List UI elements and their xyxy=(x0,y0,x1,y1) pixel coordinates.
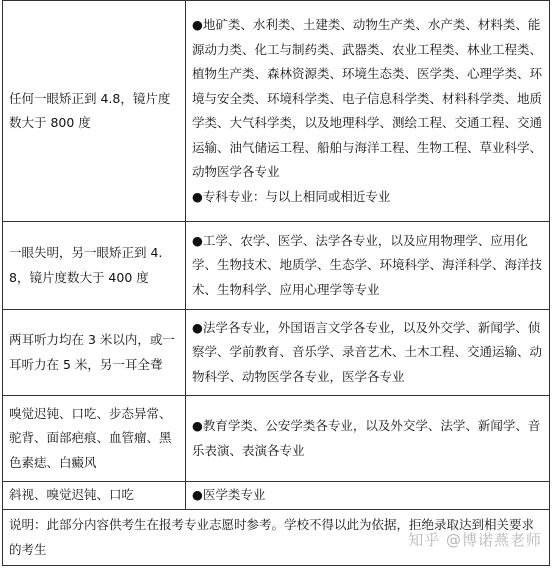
condition-cell: 斜视、嗅觉迟钝、口吃 xyxy=(3,482,186,510)
table-row xyxy=(3,310,550,396)
majors-text: ●教育学类、公安学类各专业，以及外交学、法学、新闻学、音乐表演、表演各专业 xyxy=(192,418,541,458)
majors-text: ●法学各专业，外国语言文学各专业，以及外交学、新闻学、侦察学、学前教育、音乐学、录音艺术、土木工程、交通运输、动物科学、动物医学各专业，医学各专业 xyxy=(192,319,543,384)
majors-text: ●工学、农学、医学、法学各专业，以及应用物理学、应用化学、生物技术、地质学、生态学、环境科学、海洋科学、海洋技术、生物科学、应用心理学等专业 xyxy=(192,232,543,297)
majors-text: ●医学类专业 xyxy=(192,487,266,503)
majors-cell xyxy=(186,396,550,482)
note-cell: 说明：此部分内容供考生在报考专业志愿时参考。学校不得以此为依据，拒绝录取达到相关要求的考生 xyxy=(3,510,550,566)
majors-text: ●专科专业：与以上相同或相近专业 xyxy=(192,188,391,204)
condition-cell: 一眼失明，另一眼矫正到 4.8，镜片度数大于 400 度 xyxy=(3,222,186,310)
watermark: 知乎 @博诺燕老师 xyxy=(408,531,542,549)
majors-cell xyxy=(186,1,550,222)
majors-text: ●地矿类、水利类、土建类、动物生产类、水产类、材料类、能源动力类、化工与制药类、武器类、农业工程类、林业工程类、植物生产类、森林资源类、环境生态类、医学类、心理学类、环境与安全类、环境科学类、电子信息科学类、材料科学类、地质学类、大气科学类，以及地理科学、测绘工程、交通工程、交通运输、油气储运工程、船舶与海洋工程、生物工程、草业科学、动物医学各专业 xyxy=(192,17,543,179)
table-row xyxy=(3,482,550,510)
majors-cell xyxy=(186,482,550,510)
restriction-table xyxy=(2,0,550,566)
condition-cell: 两耳听力均在 3 米以内，或一耳听力在 5 米，另一耳全聋 xyxy=(3,310,186,396)
condition-cell: 嗅觉迟钝、口吃、步态异常、驼背、面部疤痕、血管瘤、黑色素痣、白癜风 xyxy=(3,396,186,482)
table-row xyxy=(3,1,550,222)
table-row xyxy=(3,222,550,310)
condition-cell: 任何一眼矫正到 4.8，镜片度数大于 800 度 xyxy=(3,1,186,222)
majors-cell xyxy=(186,222,550,310)
majors-cell xyxy=(186,310,550,396)
table-row xyxy=(3,396,550,482)
